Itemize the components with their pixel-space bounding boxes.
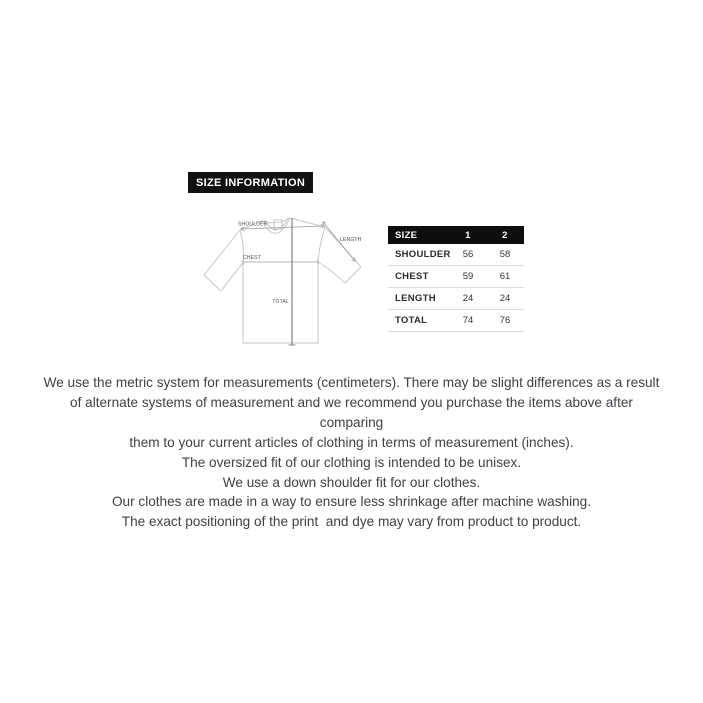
tshirt-outline [204, 218, 361, 343]
row-label: LENGTH [395, 293, 436, 304]
row-value-size2: 24 [499, 293, 511, 304]
size-table [388, 226, 524, 332]
row-value-size1: 56 [462, 249, 474, 260]
row-value-size1: 74 [462, 315, 474, 326]
notes-line: comparing [319, 414, 384, 430]
diagram-label-chest: CHEST [243, 255, 261, 261]
size-table-header-2: 2 [502, 229, 508, 241]
tshirt-measurement-diagram [195, 205, 385, 355]
row-label: TOTAL [395, 315, 428, 326]
notes-line: We use a down shoulder fit for our clothes. [222, 474, 481, 490]
table-row-chest [388, 266, 524, 288]
size-table-header-1: 1 [465, 229, 471, 241]
row-value-size2: 61 [499, 271, 511, 282]
measurement-notes [0, 373, 703, 532]
notes-line: The oversized fit of our clothing is intended to be unisex. [181, 454, 522, 470]
row-label: SHOULDER [395, 249, 451, 260]
row-label: CHEST [395, 271, 429, 282]
row-value-size2: 58 [499, 249, 511, 260]
notes-line: Our clothes are made in a way to ensure less shrinkage after machine washing. [111, 494, 592, 510]
table-row-total [388, 310, 524, 332]
diagram-label-shoulder: SHOULDER [238, 221, 268, 228]
row-value-size1: 24 [462, 293, 474, 304]
notes-line: The exact positioning of the print and dye may vary from product to product. [121, 514, 582, 530]
table-row-length [388, 288, 524, 310]
notes-line: of alternate systems of measurement and we recommend you purchase the items above after [70, 394, 633, 410]
notes-line: them to your current articles of clothing in terms of measurement (inches). [129, 434, 574, 450]
row-value-size2: 76 [499, 315, 511, 326]
diagram-label-length: LENGTH [340, 237, 362, 243]
section-title-badge: SIZE INFORMATION [188, 172, 313, 193]
notes-line: We use the metric system for measurements (centimeters). There may be slight differences as a result [43, 375, 660, 390]
table-row-shoulder [388, 244, 524, 266]
diagram-label-total: TOTAL [272, 299, 289, 305]
size-table-header-size: SIZE [395, 229, 418, 241]
size-table-header-row [388, 226, 524, 244]
row-value-size1: 59 [462, 271, 474, 282]
